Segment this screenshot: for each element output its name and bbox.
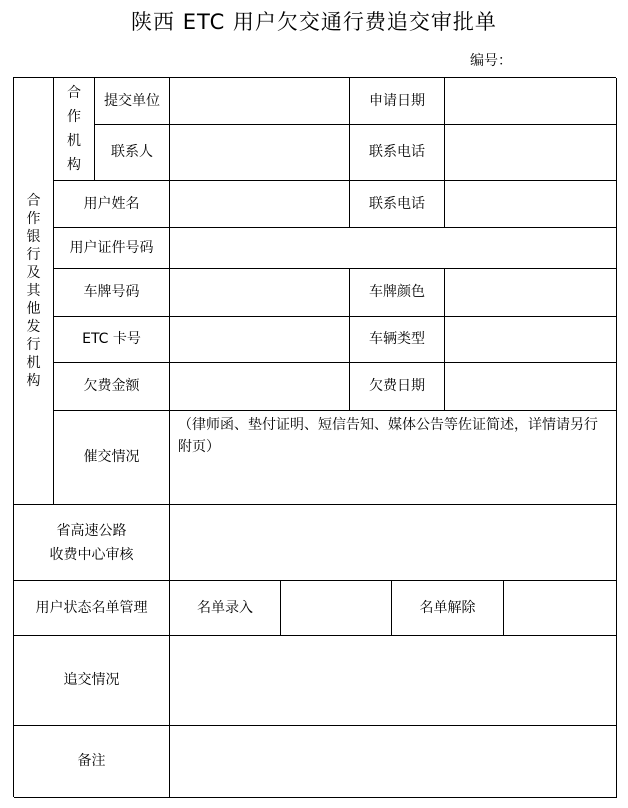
approval-form-table (13, 77, 616, 797)
contact-person-field[interactable] (170, 125, 350, 181)
list-entry-field[interactable] (281, 581, 392, 636)
list-release-field[interactable] (504, 581, 617, 636)
etc-card-field[interactable] (170, 317, 350, 363)
arrears-date-label: 欠费日期 (350, 363, 445, 411)
center-review-label-line2: 收费中心审核 (49, 546, 134, 563)
form-title: 陕西 ETC 用户欠交通行费追交审批单 (131, 10, 497, 34)
plate-number-label: 车牌号码 (54, 269, 170, 317)
vehicle-type-label: 车辆类型 (350, 317, 445, 363)
arrears-amount-label: 欠费金额 (54, 363, 170, 411)
serial-number-label: 编号： (470, 53, 512, 69)
recovery-status-field[interactable] (170, 636, 617, 726)
user-name-field[interactable] (170, 181, 350, 228)
center-review-label (14, 505, 170, 581)
contact-person-label: 联系人 (95, 125, 170, 181)
center-review-label-line1: 省高速公路 (56, 522, 127, 539)
contact-phone-field[interactable] (445, 125, 617, 181)
contact-phone-label: 联系电话 (350, 125, 445, 181)
apply-date-field[interactable] (445, 78, 617, 125)
list-management-label: 用户状态名单管理 (14, 581, 170, 636)
user-id-label: 用户证件号码 (54, 228, 170, 269)
plate-color-field[interactable] (445, 269, 617, 317)
bank-section-label: 合作银行及其他发行机构 (14, 78, 54, 505)
vehicle-type-field[interactable] (445, 317, 617, 363)
etc-card-label: ETC 卡号 (54, 317, 170, 363)
user-name-label: 用户姓名 (54, 181, 170, 228)
collection-status-field[interactable] (170, 411, 617, 505)
user-phone-label: 联系电话 (350, 181, 445, 228)
plate-color-label: 车牌颜色 (350, 269, 445, 317)
partner-org-label: 合作机构 (54, 78, 95, 181)
collection-status-label: 催交情况 (54, 411, 170, 505)
user-id-field[interactable] (170, 228, 617, 269)
user-phone-field[interactable] (445, 181, 617, 228)
arrears-amount-field[interactable] (170, 363, 350, 411)
plate-number-field[interactable] (170, 269, 350, 317)
submit-unit-field[interactable] (170, 78, 350, 125)
center-review-field[interactable] (170, 505, 617, 581)
collection-status-hint: （律师函、垫付证明、短信告知、媒体公告等佐证简述，详情请另行附页） (178, 417, 598, 455)
remarks-field[interactable] (170, 726, 617, 798)
submit-unit-label: 提交单位 (95, 78, 170, 125)
apply-date-label: 申请日期 (350, 78, 445, 125)
list-release-label: 名单解除 (392, 581, 504, 636)
remarks-label: 备注 (14, 726, 170, 798)
list-entry-label: 名单录入 (170, 581, 281, 636)
recovery-status-label: 追交情况 (14, 636, 170, 726)
arrears-date-field[interactable] (445, 363, 617, 411)
